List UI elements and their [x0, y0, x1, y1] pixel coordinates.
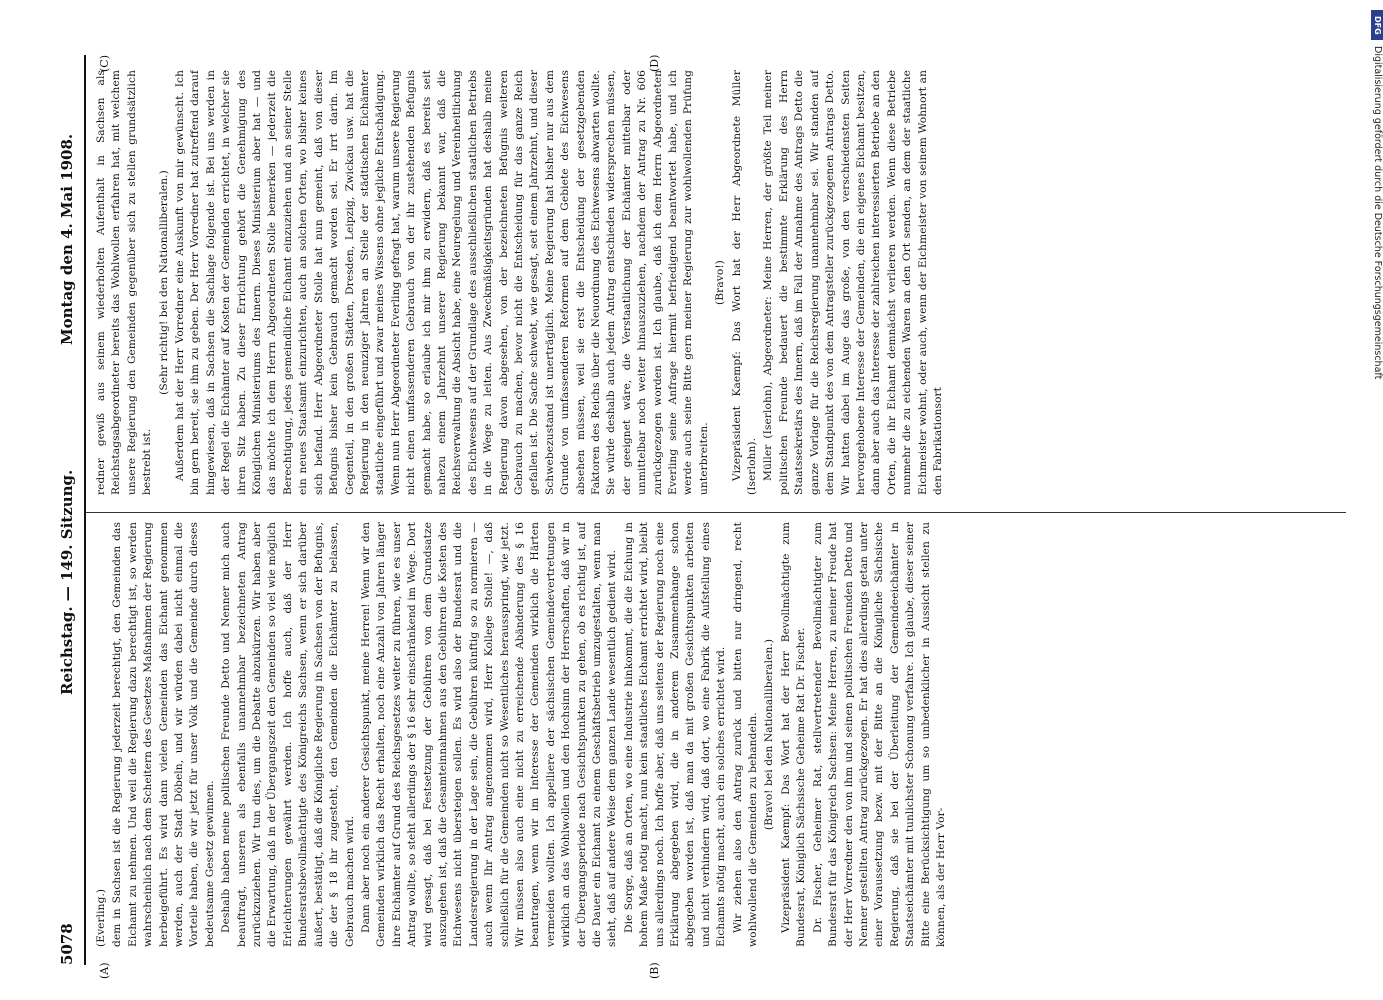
margin-marker-b: (B) [648, 962, 661, 979]
interjection: (Sehr richtig! bei den Nationalliberalen.) [157, 170, 170, 395]
paragraph: Außerdem hat der Herr Vorredner eine Auskunft von mir gewünscht. Ich bin gern bereit, sie ihm zu geben. Der Herr Vorredner hat zutreffend darauf hingewiesen, daß in Sachsen die Sachlage folgende ist. Bei uns werden in der Regel die Eichämter auf Kosten der Gemeinden errichtet, in welcher sie ihren Sitz haben. Zu dieser Errichtung gehört die Genehmigung des Königlichen Ministeriums des Innern. Dieses Ministerium aber hat — und das möchte ich dem Herrn Abgeordneten Stolle bemerken — jederzeit die Berechtigung, jedes gemeindliche Eichamt einzuziehen und an seiner Stelle ein neues Staatsamt einzurichten, auch an solchen Orten, wo bisher keines sich befand. Herr Abgeordneter Stolle hat nun gemeint, daß von dieser Befugnis bisher kein Gebrauch gemacht worden sei. Er irrt darin. Im Gegenteil, in den großen Städten, Dresden, Leipzig, Zwickau usw. hat die Regierung in den neunziger Jahren an Stelle der städtischen Eichämter staatliche eingeführt und zwar meines Wissens ohne jegliche Entschädigung. Wenn nun Herr Abgeordneter Everling gefragt hat, warum unsere Regierung nicht einen umfassenderen Gebrauch von der ihr zustehenden Befugnis gemacht habe, so erlaube ich mir ihm zu erwidern, daß es bereits seit nahezu einem Jahrzehnt unserer Regierung bekannt war, daß die Reichsverwaltung die Absicht habe, eine Neuregelung und Vereinheitlichung des Eichwesens auf der Grundlage des ausschließlichen staatlichen Betriebs in die Wege zu leiten. Aus Zweckmäßigkeitsgründen hat deshalb meine Regierung davon abgesehen, von der bezeichneten Befugnis weiteren Gebrauch zu machen, bevor nicht die Entscheidung für das ganze Reich gefallen ist. Die Sache schwebt, wie gesagt, seit einem Jahrzehnt, und dieser Schwebezustand ist unerträglich. Meine Regierung hat bisher nur aus dem Grunde von umfassenderen Reformen auf dem Gebiete des Eichwesens absehen müssen, weil sie erst die Entscheidung der gesetzgebenden Faktoren des Reichs über die Neuordnung des Eichwesens abwarten wollte. Sie würde deshalb auch jedem Antrag entschieden widersprechen müssen, der geeignet wäre, die Verstaatlichung der Eichämter mittelbar oder unmittelbar noch weiter hinauszuziehen, nachdem der Antrag zu Nr. 606 zurückgezogen worden ist. Ich glaube, daß ich dem Herrn Abgeordneten Everling seine Anfrage hiermit befriedigend beantwortet habe, und ich werde auch seine Bitte gern meiner Regierung zur wohlwollenden Prüfung unterbreiten. [174, 70, 710, 495]
session-title: Reichstag. — 149. Sitzung. [58, 469, 76, 695]
page-number: 5078 [58, 923, 76, 965]
document-page [50, 54, 1350, 979]
paragraph: Die Sorge, daß an Orten, wo eine Industrie hinkommt, die die Eichung in hohem Maße nötig macht, nun kein staatliches Eichamt errichtet wird, bleibt uns allerdings noch. Ich hoffe aber, daß uns seitens der Regierung noch eine Erklärung abgegeben wird, die in anderem Zusammenhange schon abgegeben worden ist, daß man da mit großen Gesichtspunkten arbeiten und nicht verhindern wird, daß dort, wo eine Fabrik die Aufstellung eines Eichamts nötig macht, auch ein solches errichtet wird. [622, 522, 728, 947]
interjection: (Bravo!) [714, 260, 727, 305]
left-column [94, 522, 1344, 947]
margin-marker-a: (A) [98, 962, 111, 979]
paragraph: Wir ziehen also den Antrag zurück und bitten nur dringend, recht wohlwollend die Gemeinden zu behandeln. [731, 522, 760, 947]
page-header [50, 55, 84, 965]
date-title: Montag den 4. Mai 1908. [58, 133, 76, 345]
header-rule [84, 55, 86, 965]
credit-text: Digitalisierung gefördert durch die Deutsche Forschungsgemeinschaft [1372, 46, 1383, 380]
paragraph: Müller (Iserlohn), Abgeordneter: Meine Herren, der größte Teil meiner politischen Freunde bedauert die bestimmte Erklärung des Herrn Staatssekretärs des Innern, daß im Fall der Annahme des Antrags Detto die ganze Vorlage für die Reichsregierung unannehmbar sei. Wir standen auf dem Standpunkt des von dem Antragsteller zurückgezogenen Antrags Detto. Wir hatten dabei im Auge das große, von den verschiedensten Seiten hervorgehobene Interesse der Gemeinden, die ein eigenes Eichamt besitzen, dann aber auch das Interesse der zahlreichen interessierten Betriebe an den Orten, die ihr Eichamt demnächst verlieren werden. Wenn diese Betriebe nunmehr die zu eichenden Waren an den Ort senden, an dem der staatliche Eichmeister wohnt, oder auch, wenn der Eichmeister von seinem Wohnort an den Fabrikationsort [762, 70, 944, 495]
paragraph: Vizepräsident Kaempf: Das Wort hat der Herr Abgeordnete Müller (Iserlohn). [730, 70, 759, 495]
margin-marker-d: (D) [648, 54, 661, 72]
paragraph: Dann aber noch ein anderer Gesichtspunkt, meine Herren! Wenn wir den Gemeinden wirklich das Recht erhalten, noch eine Anzahl von Jahren länger ihre Eichämter auf Grund des Reichsgesetzes weiter zu führen, wie es unser Antrag wollte, so steht allerdings der § 16 sehr einschränkend im Wege. Dort wird gesagt, daß bei Festsetzung der Gebühren von dem Grundsatze auszugehen ist, daß die Gesamteinnahmen aus den Gebühren die Kosten des Eichwesens nicht übersteigen sollen. Es wird also der Bundesrat und die Landesregierung in der Lage sein, die Gebühren künftig so zu normieren — auch wenn Ihr Antrag angenommen wird, Herr Kollege Stolle! —, daß schließlich für die Gemeinden nicht so Wesentliches herausspringt, wie jetzt. Wir müssen also auch eine nicht zu erreichende Abänderung des § 16 beantragen, wenn wir im Interesse der Gemeinden wirklich die Härten vermeiden wollten. Ich appelliere der sächsischen Gemeindevertretungen wirklich an das Wohlwollen und den Hochsinn der Herrschaften, daß wir in der Übergangsperiode nach Gesichtspunkten zu gehen, ob es richtig ist, auf die Dauer ein Eichamt zu einem Geschäftsbetrieb umzugestalten, wenn man sieht, daß auf andere Weise dem ganzen Lande wesentlich gedient wird. [359, 522, 619, 947]
paragraph: dem in Sachsen ist die Regierung jederzeit berechtigt, den Gemeinden das Eichamt zu nehmen. Und weil die Regierung dazu berechtigt ist, so werden wahrscheinlich nach dem Scheitern des Gesetzes Maßnahmen der Regierung herbeigeführt. Es wird dann vielen Gemeinden das Eichamt genommen werden, auch der Stadt Döbeln, und wir würden dabei nicht einmal die Vorteile haben, die wir jetzt für unser Volk und die Gemeinde durch dieses bedeutsame Gesetz gewinnen. [111, 522, 216, 947]
paragraph: Deshalb haben meine politischen Freunde Detto und Nenner mich auch beauftragt, unseren als ebenfalls unannehmbar bezeichneten Antrag zurückzuziehen. Wir tun dies, um die Debatte abzukürzen. Wir haben aber die Erwartung, daß in der Übergangszeit den Gemeinden so viel wie möglich Erleichterungen gewährt werden. Ich hoffe auch, daß der Herr Bundesratsbevollmächtigte des Königreichs Sachsen, wenn er sich darüber äußert, bestätigt, daß die Königliche Regierung in Sachsen von der Befugnis, die der § 18 ihr zugesteht, den Gemeinden die Eichämter zu belassen, Gebrauch machen wird. [220, 522, 356, 947]
margin-marker-c: (C) [98, 55, 111, 72]
dfg-logo: DFG [1371, 10, 1383, 40]
paragraph: Dr. Fischer, Geheimer Rat, stellvertretender Bevollmächtigter zum Bundesrat für das Königreich Sachsen: Meine Herren, zu meiner Freude hat der Herr Vorredner den von ihm und seinen politischen Freunden Detto und Nenner gestellten Antrag zurückgezogen. Er hat dies allerdings getan unter einer Voraussetzung bezw. mit der Bitte an die Königliche Sächsische Regierung, daß sie bei der Überleitung der Gemeindeeichämter in Staatseichämter mit tunlichster Schonung verfahre. Ich glaube, dieser seiner Bitte eine Berücksichtigung um so unbedenklicher in Aussicht stellen zu können, als der Herr Vor- [811, 522, 947, 947]
speaker-heading: (Everling.) [95, 888, 107, 947]
column-divider [86, 512, 1346, 513]
paragraph: Vizepräsident Kaempf: Das Wort hat der Herr Bevollmächtigte zum Bundesrat, Königlich Sächsische Geheime Rat Dr. Fischer. [779, 522, 808, 947]
digitization-credit [1372, 10, 1383, 990]
interjection: (Bravo! bei den Nationalliberalen.) [763, 638, 776, 831]
paragraph: redner gewiß aus seinem wiederholten Aufenthalt in Sachsen als Reichstagsabgeordneter bereits das Wohlwollen erfahren hat, mit welchem unsere Regierung den Gemeinden gegenüber sich zu stellen grundsätzlich bestrebt ist. [95, 70, 154, 495]
right-column [94, 70, 1344, 495]
